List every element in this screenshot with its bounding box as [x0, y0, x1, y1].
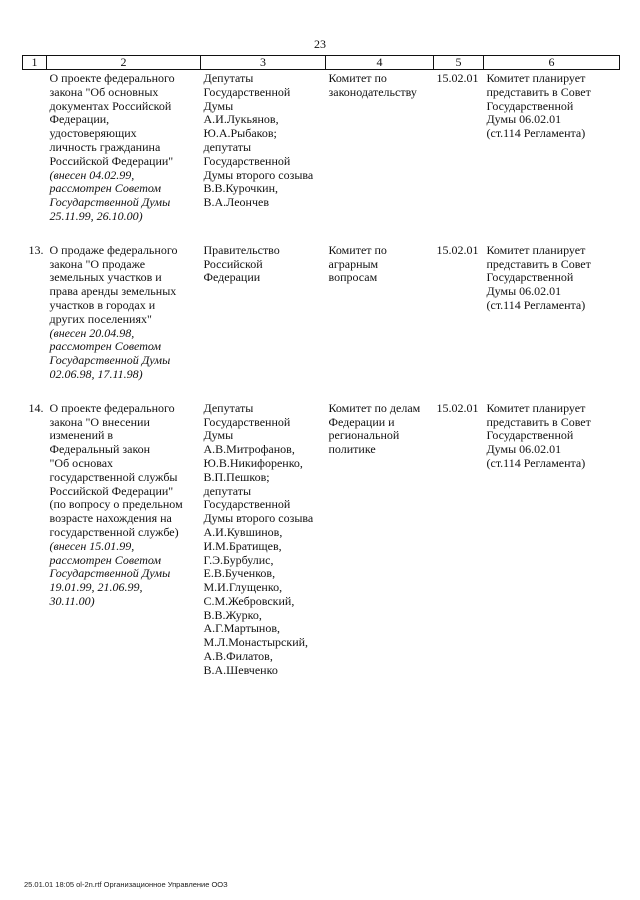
- bill-title-line: закона "О продаже: [49, 256, 146, 271]
- row-spacer: [23, 224, 620, 242]
- column-header: 3: [201, 56, 326, 70]
- bill-history-line: 02.06.98, 17.11.98): [49, 366, 143, 381]
- author-line: В.А.Леончев: [203, 195, 270, 210]
- committee-cell: [326, 400, 434, 678]
- committee-line: Комитет по: [328, 71, 387, 85]
- bill-title-line: Российской Федерации": [49, 153, 174, 168]
- author-line: Депутаты: [203, 71, 254, 85]
- bill-title-line: права аренды земельных: [49, 284, 177, 299]
- column-header: 6: [484, 56, 620, 70]
- item-number: 14.: [28, 400, 44, 415]
- committee-line: аграрным: [328, 256, 379, 271]
- bill-title-line: "Об основах: [49, 455, 114, 470]
- bill-title-line: удостоверяющих: [49, 126, 137, 141]
- committee-line: региональной: [328, 428, 400, 443]
- item-number: [23, 70, 47, 224]
- date-cell: 15.02.01: [436, 242, 479, 257]
- plan-line: представить в Совет: [486, 84, 591, 99]
- author-line: Государственной: [203, 84, 291, 99]
- plan-line: Думы 06.02.01: [486, 442, 562, 457]
- author-line: А.В.Филатов,: [203, 649, 273, 664]
- bill-title-line: государственной службы: [49, 469, 178, 484]
- author-line: Государственной: [203, 497, 291, 512]
- author-line: А.В.Митрофанов,: [203, 442, 295, 457]
- plan-cell: [484, 400, 620, 678]
- author-line: А.И.Лукьянов,: [203, 112, 279, 127]
- author-line: Российской: [203, 256, 263, 271]
- bill-history-line: Государственной Думы: [49, 566, 171, 581]
- bill-history-line: (внесен 04.02.99,: [49, 167, 135, 182]
- author-line: В.А.Шевченко: [203, 662, 278, 677]
- author-line: А.Г.Мартынов,: [203, 621, 280, 636]
- bill-history-line: рассмотрен Советом: [49, 181, 162, 196]
- bill-title-line: документах Российской: [49, 98, 172, 113]
- authors-cell: [201, 70, 326, 224]
- bill-title-line: Федеральный закон: [49, 442, 151, 457]
- committee-cell: [326, 70, 434, 224]
- bill-history-line: 25.11.99, 26.10.00): [49, 208, 143, 223]
- author-line: Ю.А.Рыбаков;: [203, 126, 277, 141]
- plan-line: Комитет планирует: [486, 71, 586, 85]
- plan-cell: [484, 70, 620, 224]
- bill-history-line: (внесен 20.04.98,: [49, 325, 135, 340]
- author-line: Думы второго созыва: [203, 511, 314, 526]
- plan-line: представить в Совет: [486, 256, 591, 271]
- plan-line: (ст.114 Регламента): [486, 126, 586, 141]
- plan-line: Комитет планирует: [486, 400, 586, 415]
- plan-line: Думы 06.02.01: [486, 284, 562, 299]
- author-line: С.М.Жебровский,: [203, 593, 295, 608]
- committee-line: Федерации и: [328, 414, 395, 429]
- header-row: [23, 56, 620, 70]
- committee-line: вопросам: [328, 270, 378, 285]
- bill-history-line: Государственной Думы: [49, 195, 171, 210]
- bill-subject-line: (по вопросу о предельном: [49, 497, 183, 512]
- column-header: 2: [47, 56, 201, 70]
- author-line: А.И.Кувшинов,: [203, 524, 283, 539]
- committee-line: политике: [328, 442, 376, 457]
- author-line: Е.В.Бученков,: [203, 566, 276, 581]
- bill-history-line: 19.01.99, 21.06.99,: [49, 580, 143, 595]
- bill-title-line: других поселениях": [49, 311, 152, 326]
- bill-title-line: участков в городах и: [49, 297, 156, 312]
- bill-title-line: закона "Об основных: [49, 84, 159, 99]
- author-line: И.М.Братищев,: [203, 538, 282, 553]
- bill-title-cell: [47, 242, 201, 382]
- author-line: Ю.В.Никифоренко,: [203, 455, 303, 470]
- bill-subject-line: возрасте нахождения на: [49, 511, 172, 526]
- author-line: Федерации: [203, 270, 261, 285]
- bill-history-line: рассмотрен Советом: [49, 339, 162, 354]
- bill-title-line: О проекте федерального: [49, 400, 175, 415]
- bill-title-line: Российской Федерации": [49, 483, 174, 498]
- author-line: В.В.Журко,: [203, 607, 262, 622]
- table-row: [23, 70, 620, 224]
- committee-line: Комитет по делам: [328, 400, 421, 415]
- bill-title-line: изменений в: [49, 428, 114, 443]
- author-line: Правительство: [203, 242, 280, 257]
- column-header: 5: [434, 56, 484, 70]
- author-line: Депутаты: [203, 400, 254, 415]
- bill-title-line: закона "О внесении: [49, 414, 150, 429]
- bill-history-line: рассмотрен Советом: [49, 552, 162, 567]
- bill-title-line: земельных участков и: [49, 270, 162, 285]
- plan-line: (ст.114 Регламента): [486, 455, 586, 470]
- bill-title-line: Федерации,: [49, 112, 110, 127]
- date-cell: 15.02.01: [436, 400, 479, 415]
- plan-line: представить в Совет: [486, 414, 591, 429]
- bill-subject-line: государственной службе): [49, 524, 179, 539]
- item-number: 13.: [28, 242, 44, 257]
- committee-line: Комитет по: [328, 242, 387, 257]
- plan-line: Думы 06.02.01: [486, 112, 562, 127]
- bill-title-line: О проекте федерального: [49, 71, 175, 85]
- column-header: 4: [326, 56, 434, 70]
- author-line: Думы второго созыва: [203, 167, 314, 182]
- authors-cell: [201, 242, 326, 382]
- bill-history-line: Государственной Думы: [49, 353, 171, 368]
- column-header: 1: [23, 56, 47, 70]
- agenda-table: [22, 55, 620, 678]
- date-cell: 15.02.01: [436, 71, 479, 85]
- bill-title-line: О продаже федерального: [49, 242, 178, 257]
- author-line: Государственной: [203, 153, 291, 168]
- author-line: Г.Э.Бурбулис,: [203, 552, 274, 567]
- footer-info: 25.01.01 18:05 ol-2n.rtf Организационное Управление ООЗ: [24, 880, 228, 889]
- table-row: [23, 242, 620, 382]
- author-line: Думы: [203, 428, 234, 443]
- author-line: Думы: [203, 98, 234, 113]
- committee-cell: [326, 242, 434, 382]
- plan-cell: [484, 242, 620, 382]
- bill-history-line: 30.11.00): [49, 593, 95, 608]
- plan-line: Государственной: [486, 428, 574, 443]
- page-number: 23: [314, 37, 326, 51]
- bill-title-line: личность гражданина: [49, 139, 161, 154]
- plan-line: (ст.114 Регламента): [486, 297, 586, 312]
- committee-line: законодательству: [328, 84, 417, 99]
- author-line: М.Л.Монастырский,: [203, 635, 309, 650]
- author-line: депутаты: [203, 139, 252, 154]
- author-line: Государственной: [203, 414, 291, 429]
- bill-history-line: (внесен 15.01.99,: [49, 538, 135, 553]
- author-line: В.В.Курочкин,: [203, 181, 279, 196]
- bill-title-cell: [47, 70, 201, 224]
- bill-title-cell: [47, 400, 201, 678]
- plan-line: Государственной: [486, 98, 574, 113]
- author-line: депутаты: [203, 483, 252, 498]
- authors-cell: [201, 400, 326, 678]
- plan-line: Комитет планирует: [486, 242, 586, 257]
- row-spacer: [23, 382, 620, 400]
- plan-line: Государственной: [486, 270, 574, 285]
- author-line: В.П.Пешков;: [203, 469, 270, 484]
- table-row: [23, 400, 620, 678]
- author-line: М.И.Глущенко,: [203, 580, 283, 595]
